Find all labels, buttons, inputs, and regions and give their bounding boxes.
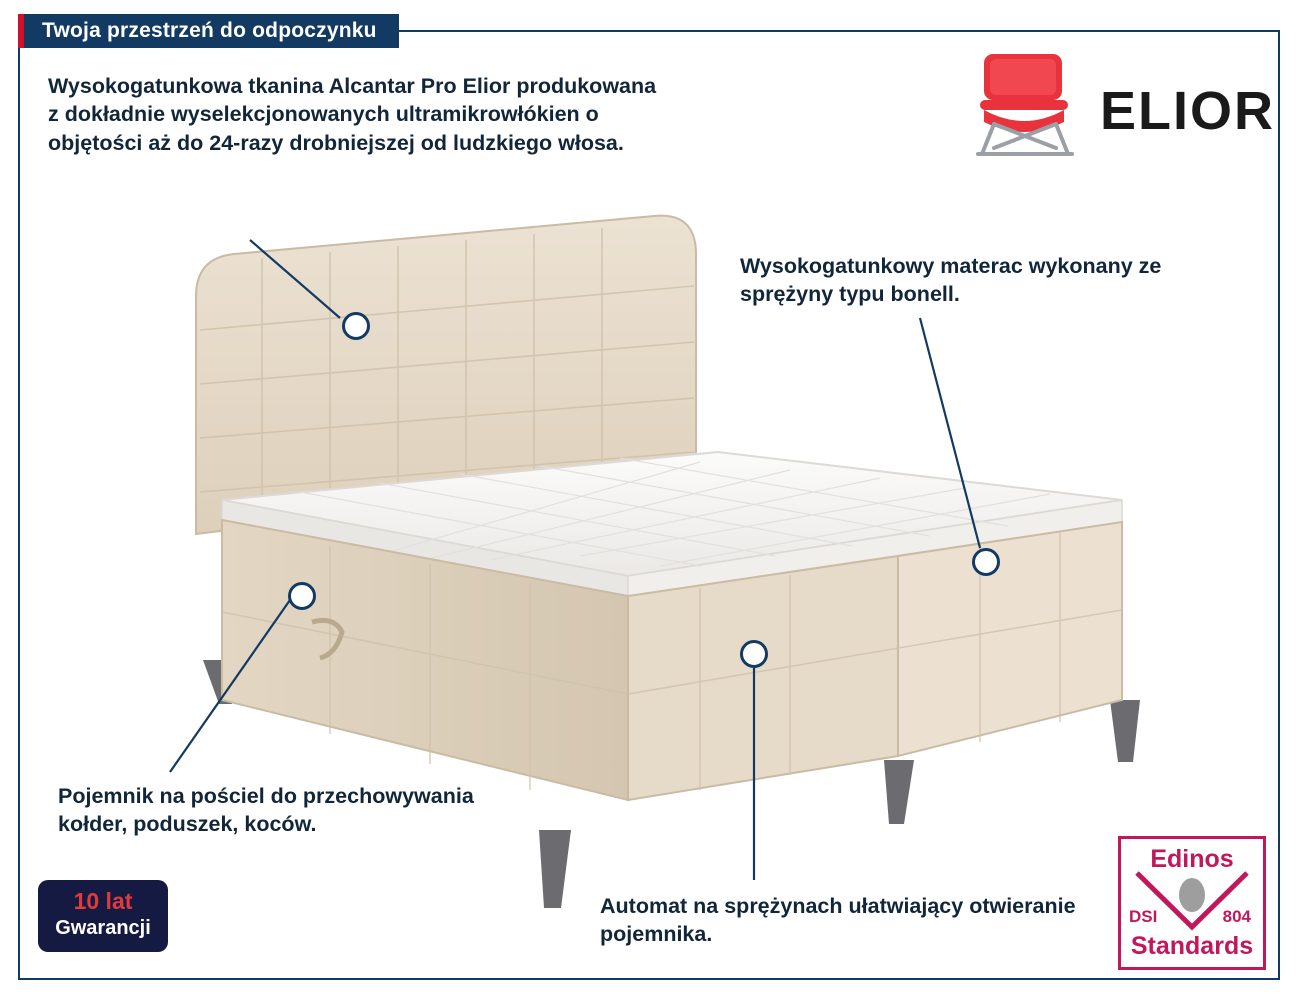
red-chair-icon	[960, 48, 1100, 168]
warranty-badge	[38, 880, 168, 952]
title-accent-bar	[18, 14, 24, 48]
page-title-banner	[18, 14, 399, 48]
brand-name: ELIOR	[1100, 81, 1276, 141]
page-title: Twoja przestrzeń do odpoczynku	[42, 19, 377, 42]
certificate-top-text: Edinos	[1150, 845, 1234, 873]
callout-fabric-text: Wysokogatunkowa tkanina Alcantar Pro Elior produkowana z dokładnie wyselekcjonowanych ultramikrowłókien o objętości aż do 24-razy drobniejszej od ludzkiego włosa.	[48, 74, 657, 155]
callout-storage-text: Pojemnik na pościel do przechowywania kołder, poduszek, koców.	[58, 784, 474, 837]
warranty-label: Gwarancji	[55, 917, 151, 939]
brand-logo	[960, 48, 1276, 173]
callout-automat-text: Automat na sprężynach ułatwiający otwieranie pojemnika.	[600, 894, 1076, 947]
callout-mattress-text: Wysokogatunkowy materac wykonany ze sprężyny typu bonell.	[740, 254, 1162, 307]
certificate-number: 804	[1222, 907, 1251, 926]
certificate-checkmark-icon	[1121, 869, 1263, 939]
certificate-bottom-text: Standards	[1130, 932, 1254, 960]
warranty-years: 10 lat	[73, 888, 133, 914]
certificate-code: DSI	[1129, 907, 1158, 926]
certificate-badge	[1118, 836, 1266, 970]
